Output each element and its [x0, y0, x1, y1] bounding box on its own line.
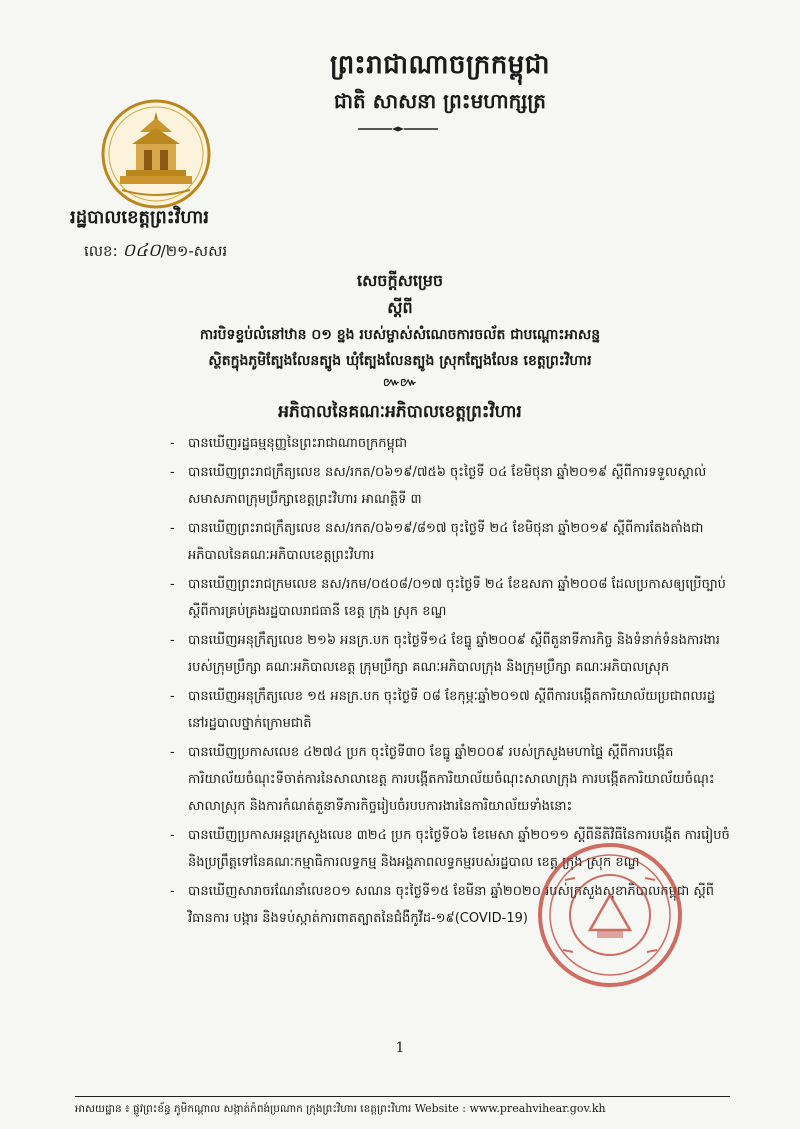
number-label: លេខ:	[84, 242, 118, 260]
subject-line-2: ស្ថិតក្នុងភូមិត្បែងលែនត្បូង ឃុំត្បែងលែនត្បូង ស្រុកត្បែងលែន ខេត្តព្រះវិហារ	[208, 353, 592, 369]
footer	[75, 1102, 730, 1118]
reference-item: - បានឃើញព្រះរាជក្រឹត្យលេខ នស/រកត/០៦១៩/៨១៧ ចុះថ្ងៃទី ២៤ ខែមិថុនា ឆ្នាំ២០១៩ ស្តីពីការតែងតាំងជាអភិបាលនៃគណៈអភិបាលខេត្តព្រះវិហារ	[170, 515, 730, 569]
footer-divider	[75, 1096, 730, 1097]
number-suffix: /២១-សសរ	[160, 242, 228, 260]
reference-item: - បានឃើញអនុក្រឹត្យលេខ ២១៦ អនក្រ.បក ចុះថ្ងៃទី១៤ ខែធ្នូ ឆ្នាំ២០០៩ ស្តីពីតួនាទីភារកិច្ច និងទំនាក់ទំនងការងាររបស់ក្រុមប្រឹក្សា គណៈអភិបាលខេត្ត ក្រុមប្រឹក្សា គណៈអភិបាលក្រុង និងក្រុមប្រឹក្សា គណៈអភិបាលស្រុក	[170, 627, 730, 681]
document-subject	[95, 322, 705, 374]
national-motto: ជាតិ សាសនា ព្រះមហាក្សត្រ	[334, 89, 546, 113]
authority-heading: អភិបាលនៃគណៈអភិបាលខេត្តព្រះវិហារ	[278, 402, 522, 422]
reference-item: - បានឃើញសារាចរណែនាំលេខ០១ សណន ចុះថ្ងៃទី១៥ ខែមីនា ឆ្នាំ២០២០ របស់ក្រសួងសុខាភិបាលកម្ពុជា ស្តីពីវិធានការ បង្ការ និងទប់ស្កាត់ការពាតត្បាតនៃជំងឺកូវីដ-១៩(COVID-19)	[170, 878, 730, 932]
section-separator: ៚៚	[383, 375, 417, 389]
reference-item: - បានឃើញប្រកាសអន្តរក្រសួងលេខ ៣២៤ ប្រក ចុះថ្ងៃទី០៦ ខែមេសា ឆ្នាំ២០១១ ស្តីពីនីតិវិធីនៃការបង្កើត ការរៀបចំ និងប្រព្រឹត្តទៅនៃគណៈកម្មាធិការលទ្ធកម្ម និងអង្គភាពលទ្ធកម្មរបស់រដ្ឋបាល ខេត្ត ក្រុង ស្រុក ខណ្ឌ	[170, 822, 730, 876]
number-value: ០៤០	[122, 240, 161, 261]
document-type: សេចក្តីសម្រេច	[356, 271, 443, 290]
reference-item: - បានឃើញព្រះរាជក្រមលេខ នស/រកម/០៥០៨/០១៧ ចុះថ្ងៃទី ២៤ ខែឧសភា ឆ្នាំ២០០៨ ដែលប្រកាសឲ្យប្រើច្បាប់ស្តីពីការគ្រប់គ្រងរដ្ឋបាលរាជធានី ខេត្ត ក្រុង ស្រុក ខណ្ឌ	[170, 571, 730, 625]
ornament-divider-icon	[358, 126, 438, 132]
reference-item: - បានឃើញព្រះរាជក្រឹត្យលេខ នស/រកត/០៦១៩/៧៥៦ ចុះថ្ងៃទី ០៤ ខែមិថុនា ឆ្នាំ២០១៩ ស្តីពីការទទួលស្គាល់សមាសភាពក្រុមប្រឹក្សាខេត្តព្រះវិហារ អាណត្តិទី ៣	[170, 459, 730, 513]
footer-website[interactable]: Website : www.preahvihear.gov.kh	[414, 1102, 606, 1115]
document-number	[84, 238, 344, 265]
footer-address: អាសយដ្ឋាន ៖ ផ្លូវព្រះខ័ន្ធ ភូមិកណ្តាល សង្កាត់កំពង់ប្រណាក ក្រុងព្រះវិហារ ខេត្តព្រះវិហារ	[75, 1103, 412, 1115]
page-number: 1	[395, 1040, 405, 1056]
official-seal-icon	[535, 840, 685, 990]
kingdom-title: ព្រះរាជាណាចក្រកម្ពុជា	[330, 50, 550, 80]
reference-item: - បានឃើញអនុក្រឹត្យលេខ ១៥ អនក្រ.បក ចុះថ្ងៃទី ០៨ ខែកុម្ភៈឆ្នាំ២០១៧ ស្តីពីការបង្កើតការិយាល័យប្រជាពលរដ្ឋនៅរដ្ឋបាលថ្នាក់ក្រោមជាតិ	[170, 683, 730, 737]
subject-line-1: ការបិទខ្ទប់លំនៅឋាន ០១ ខ្នង របស់ម្ចាស់សំណេចការចល័ត ជាបណ្តោះអាសន្ន	[199, 327, 601, 343]
reference-item: - បានឃើញប្រកាសលេខ ៤២៧៤ ប្រក ចុះថ្ងៃទី៣០ ខែធ្នូ ឆ្នាំ២០០៩ របស់ក្រសួងមហាផ្ទៃ ស្តីពីការបង្កើតការិយាល័យចំណុះទីចាត់ការនៃសាលាខេត្ត ការបង្កើតការិយាល័យចំណុះសាលាក្រុង ការបង្កើតការិយាល័យចំណុះសាលាស្រុក និងការកំណត់តួនាទីភារកិច្ចរៀបចំរបបការងារនៃការិយាល័យទាំងនោះ	[170, 739, 730, 820]
provincial-emblem-icon	[100, 98, 212, 210]
reference-item: - បានឃើញរដ្ឋធម្មនុញ្ញនៃព្រះរាជាណាចក្រកម្ពុជា	[170, 430, 730, 457]
issuing-authority: រដ្ឋបាលខេត្តព្រះវិហារ	[70, 207, 209, 228]
document-re: ស្តីពី	[387, 298, 413, 317]
